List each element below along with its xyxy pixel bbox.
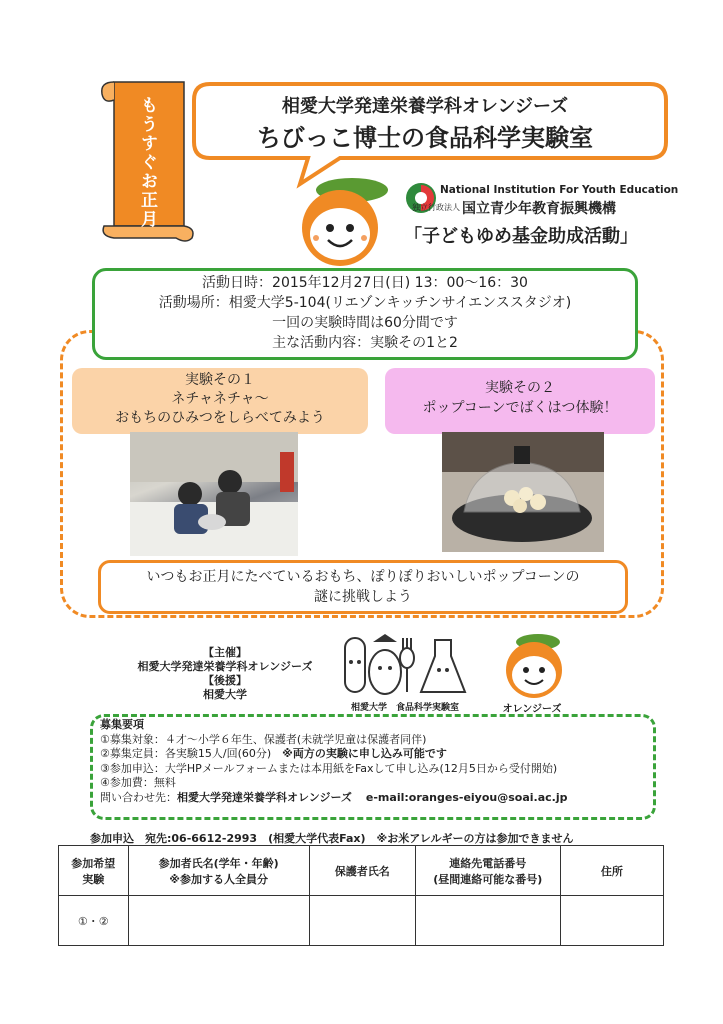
recruitment-item1: ①募集対象：４才〜小学６年生、保護者(未就学児童は保護者同伴): [100, 732, 427, 746]
form-header-experiment-line1: 参加希望: [71, 856, 116, 870]
recruitment-heading: 募集要項: [100, 718, 144, 731]
recruitment-block: [100, 718, 650, 805]
form-header-experiment: [59, 846, 129, 896]
form-header-guardian: 保護者氏名: [309, 846, 415, 896]
challenge-box: [98, 560, 628, 614]
form-choice-cell[interactable]: ①・②: [59, 896, 129, 946]
recruitment-item2-text: ②募集定員：各実験15人/回(60分): [100, 747, 283, 760]
contact-email: e-mail:oranges-eiyou@soai.ac.jp: [365, 790, 568, 804]
host-name: 相愛大学発達栄養学科オレンジーズ: [137, 660, 313, 673]
lab-caption: 相愛大学 食品科学実験室: [350, 703, 459, 713]
organizers-block: [120, 646, 330, 702]
experiment1-line3: おもちのひみつをしらべてみよう: [115, 410, 325, 426]
orange-mascot-small-icon: [494, 630, 574, 700]
experiment1-box: [72, 368, 368, 434]
orange-mascot-icon: [292, 170, 404, 266]
support-name: 相愛大学: [203, 688, 247, 701]
challenge-line2: 謎に挑戦しよう: [314, 589, 412, 605]
experiment2-title: 実験その２: [485, 380, 555, 396]
experiment2-box: [385, 368, 655, 434]
recruitment-item3: ③参加申込：大学HPメールフォームまたは本用紙をFaxして申し込み(12月5日から受付開始): [100, 761, 558, 775]
form-header-address: 住所: [560, 846, 663, 896]
fund-activity-label: 「子どもゆめ基金助成活動」: [404, 226, 638, 247]
nyi-japanese-name: 国立青少年教育振興機構: [462, 201, 616, 217]
activity-duration: 一回の実験時間は60分間です: [272, 315, 458, 331]
activity-content: 主な活動内容：実験その1と2: [272, 335, 458, 351]
experiment1-line2: ネチャネチャ〜: [171, 391, 269, 407]
experiment2-line2: ポップコーンでばくはつ体験！: [422, 400, 618, 416]
nyi-prefix: 独立行政法人: [412, 203, 460, 212]
title-line2: ちびっこ博士の食品科学実験室: [257, 124, 593, 152]
form-header-participant: [128, 846, 309, 896]
support-label: 【後援】: [203, 674, 247, 687]
recruitment-item2-note: ※両方の実験に申し込み可能です: [282, 747, 447, 760]
experiment1-photo: [130, 432, 298, 556]
form-header-experiment-line2: 実験: [82, 872, 105, 886]
apply-line: 参加申込 宛先:06-6612-2993 (相愛大学代表Fax) ※お米アレルギーの方は参加できません: [90, 832, 574, 845]
application-form-table: [58, 845, 664, 946]
recruitment-item2: [100, 747, 650, 762]
lab-characters-icon: [335, 628, 475, 700]
contact-org: 相愛大学発達栄養学科オレンジーズ: [177, 790, 352, 804]
banner-text: もうすぐお正月: [137, 96, 157, 229]
nyi-english-name: National Institution For Youth Education: [440, 184, 679, 196]
form-guardian-cell[interactable]: [309, 896, 415, 946]
recruitment-contact: [100, 791, 650, 806]
form-header-phone: [415, 846, 560, 896]
activity-place: 活動場所：相愛大学5-104(リエゾンキッチンサイエンススタジオ): [158, 295, 572, 311]
experiment1-title: 実験その１: [185, 372, 255, 388]
title-line1: 相愛大学発達栄養学科オレンジーズ: [281, 96, 569, 117]
experiment2-photo: [442, 432, 604, 552]
mascot-caption: オレンジーズ: [502, 704, 562, 715]
contact-label: 問い合わせ先：: [100, 790, 177, 804]
form-header-phone-line1: 連絡先電話番号: [449, 856, 527, 870]
challenge-line1: いつもお正月にたべているおもち、ぽりぽりおいしいポップコーンの: [146, 569, 580, 585]
activity-date: 活動日時：2015年12月27日(日) 13：00〜16：30: [202, 275, 528, 291]
form-phone-cell[interactable]: [415, 896, 560, 946]
form-header-participant-line2: ※参加する人全員分: [169, 872, 268, 886]
activity-info-box: [92, 268, 638, 360]
form-header-phone-line2: (昼間連絡可能な番号): [433, 872, 543, 886]
form-header-participant-line1: 参加者氏名(学年・年齢): [158, 856, 279, 870]
recruitment-item4: ④参加費：無料: [100, 776, 176, 789]
host-label: 【主催】: [203, 646, 247, 659]
form-address-cell[interactable]: [560, 896, 663, 946]
form-participant-cell[interactable]: [128, 896, 309, 946]
